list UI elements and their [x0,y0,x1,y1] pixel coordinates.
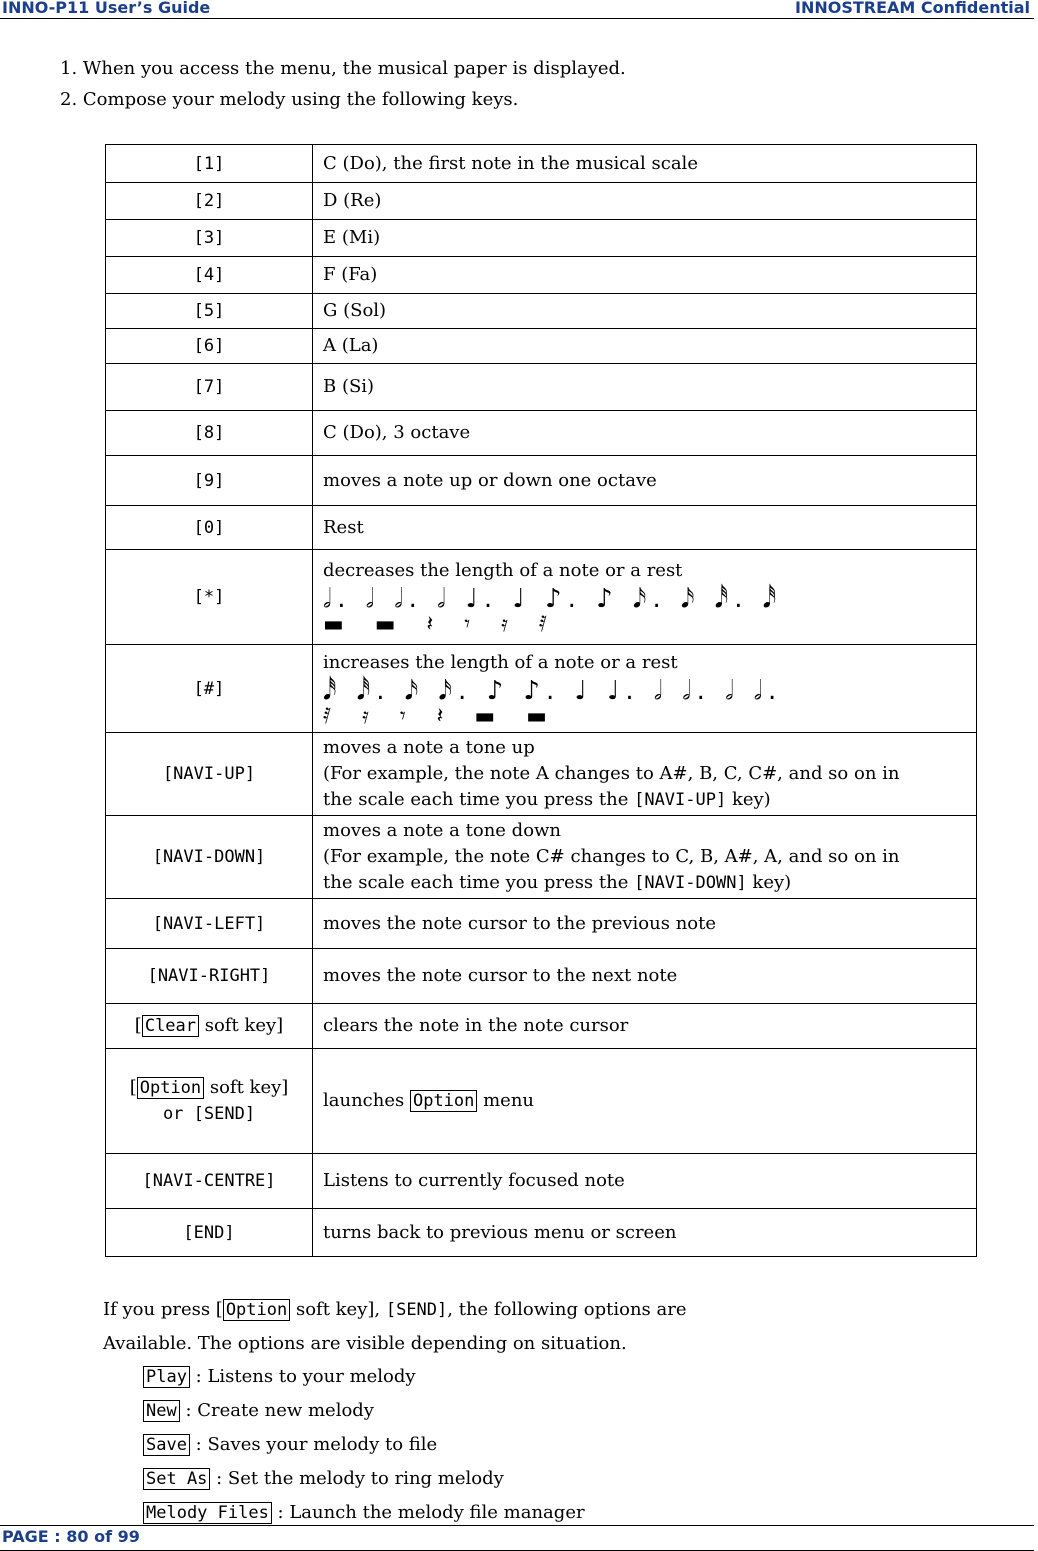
option-soft-key: Option [223,1299,290,1321]
desc-line: (For example, the note C# changes to C, B, A#, A, and so on in [323,846,900,867]
key-cell: [0] [106,506,313,550]
key-cell: [NAVI-UP] [106,733,313,816]
list-item [143,1394,687,1428]
table-row [106,733,977,816]
key-cell: [1] [106,145,313,183]
instruction-steps [60,53,626,115]
option-desc: : Set the melody to ring melody [210,1468,504,1489]
key-cell: [9] [106,456,313,506]
key-cell: [NAVI-DOWN] [106,816,313,899]
option-save: Save [143,1434,190,1456]
desc-cell: moves the note cursor to the next note [313,949,977,1004]
desc-cell: C (Do), 3 octave [313,411,977,456]
page-header [0,0,1034,19]
desc-cell [313,733,977,816]
key-table [105,144,977,1257]
desc-text: key) [726,789,771,810]
list-item [143,1428,687,1462]
doc-title: INNO-P11 User’s Guide [2,0,211,17]
key-line [106,1075,312,1101]
desc-line: (For example, the note A changes to A#, B, C, C#, and so on in [323,763,900,784]
options-intro-2: Available. The options are visible depending on situation. [103,1333,627,1354]
confidential-label: INNOSTREAM Confidential [795,0,1030,17]
soft-key-option: Option [137,1077,204,1099]
table-row [106,645,977,733]
key-cell [106,1049,313,1154]
desc-cell: Listens to currently focused note [313,1154,977,1209]
note-symbols-decreasing: 𝅗𝅥. 𝅗𝅥 𝅗𝅥. 𝅗𝅥 ♩. ♩ ♪. ♪ 𝅘𝅥𝅯. 𝅘𝅥𝅯 𝅘𝅥𝅰. 𝅘𝅥𝅰 [323,584,783,614]
key-cell: [END] [106,1209,313,1257]
key-cell: [5] [106,294,313,329]
key-text: soft key] [204,1077,289,1098]
options-intro [103,1293,687,1327]
desc-line: moves a note a tone up [323,737,535,758]
desc-cell [313,816,977,899]
desc-text: key) [746,872,792,893]
text: soft key], [290,1299,386,1320]
key-ref: [NAVI-DOWN] [634,873,747,893]
desc-cell [313,645,977,733]
table-row [106,1154,977,1209]
table-row [106,183,977,220]
key-text: soft key] [199,1015,284,1036]
rest-symbols-decreasing: ▬ ▬ 𝄽 𝄾 𝄿 𝅀 [323,612,559,637]
table-row [106,506,977,550]
key-cell: [NAVI-LEFT] [106,899,313,949]
text: , the following options are [447,1299,687,1320]
option-desc: : Launch the melody file manager [271,1502,585,1523]
desc-cell: Rest [313,506,977,550]
desc-cell: clears the note in the note cursor [313,1004,977,1049]
option-new: New [143,1400,180,1422]
key-cell: [*] [106,550,313,645]
table-row [106,899,977,949]
table-row [106,550,977,645]
desc-cell: turns back to previous menu or screen [313,1209,977,1257]
table-row [106,1209,977,1257]
key-ref: [NAVI-UP] [634,790,727,810]
desc-cell: A (La) [313,329,977,364]
desc-text: launches [323,1090,410,1111]
table-row [106,816,977,899]
step-1: 1. When you access the menu, the musical paper is displayed. [60,58,626,79]
key-cell: [7] [106,364,313,411]
desc-text: increases the length of a note or a rest [323,651,678,673]
option-desc: : Listens to your melody [189,1366,416,1387]
page-footer [0,1525,1034,1551]
desc-cell [313,550,977,645]
table-row [106,294,977,329]
key-text: [ [134,1015,142,1036]
desc-line [323,787,976,813]
desc-text: the scale each time you press the [323,872,635,893]
desc-cell: G (Sol) [313,294,977,329]
send-key: [SEND] [385,1300,448,1320]
key-cell: [3] [106,220,313,257]
desc-cell [313,1049,977,1154]
table-row [106,257,977,294]
table-row [106,411,977,456]
table-row [106,329,977,364]
table-row [106,1004,977,1049]
soft-key-clear: Clear [142,1015,199,1037]
key-cell: [4] [106,257,313,294]
desc-text: decreases the length of a note or a rest [323,560,683,581]
desc-text: the scale each time you press the [323,789,635,810]
desc-cell: F (Fa) [313,257,977,294]
option-melody-files: Melody Files [143,1502,272,1524]
desc-line [323,870,976,896]
options-section [103,1293,687,1530]
desc-cell: moves a note up or down one octave [313,456,977,506]
rest-symbols-increasing: 𝅀 𝄿 𝄾 𝄽 ▬ ▬ [323,703,559,729]
key-cell [106,1004,313,1049]
key-cell: [#] [106,645,313,733]
desc-line: moves a note a tone down [323,820,562,841]
table-row [106,1049,977,1154]
table-row [106,949,977,1004]
page-number: PAGE : 80 of 99 [2,1527,140,1546]
option-list [143,1360,687,1530]
key-cell: [NAVI-RIGHT] [106,949,313,1004]
desc-cell: moves the note cursor to the previous note [313,899,977,949]
table-row [106,456,977,506]
option-set-as: Set As [143,1468,210,1490]
step-2: 2. Compose your melody using the following keys. [60,89,519,110]
list-item [143,1462,687,1496]
key-text: [ [129,1077,137,1098]
key-line: or [SEND] [162,1104,256,1124]
desc-cell: E (Mi) [313,220,977,257]
list-item [143,1360,687,1394]
option-menu-label: Option [410,1090,477,1112]
option-desc: : Saves your melody to file [189,1434,438,1455]
table-row [106,220,977,257]
table-row [106,145,977,183]
key-cell: [6] [106,329,313,364]
key-cell: [2] [106,183,313,220]
option-desc: : Create new melody [179,1400,374,1421]
key-cell: [8] [106,411,313,456]
key-cell: [NAVI-CENTRE] [106,1154,313,1209]
desc-cell: C (Do), the first note in the musical scale [313,145,977,183]
table-row [106,364,977,411]
option-play: Play [143,1366,190,1388]
desc-text: menu [477,1090,535,1111]
desc-cell: D (Re) [313,183,977,220]
text: If you press [ [103,1299,223,1320]
desc-cell: B (Si) [313,364,977,411]
note-symbols-increasing: 𝅘𝅥𝅰 𝅘𝅥𝅰. 𝅘𝅥𝅯 𝅘𝅥𝅯. ♪ ♪. ♩ ♩. 𝅗𝅥 𝅗𝅥. 𝅗𝅥 𝅗𝅥. [323,675,783,706]
